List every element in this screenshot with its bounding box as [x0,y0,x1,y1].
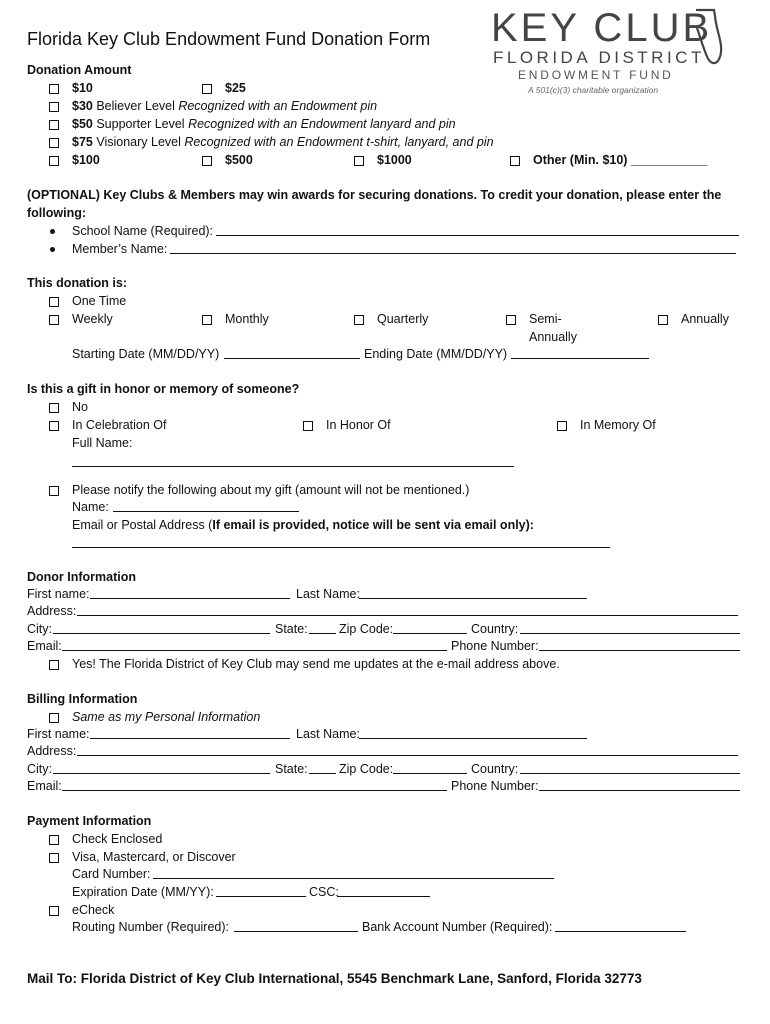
semi-annually-checkbox[interactable] [506,315,516,325]
gift-no-checkbox[interactable] [49,403,59,413]
donor-country-label: Country: [471,622,519,636]
donor-address-label: Address: [27,604,77,618]
donor-email-label: Email: [27,639,62,653]
donor-phone-field[interactable] [539,650,740,651]
echeck-checkbox[interactable] [49,906,59,916]
ending-date-field[interactable] [511,358,649,359]
ending-date-label: Ending Date (MM/DD/YY) [364,347,508,361]
school-name-label: School Name (Required): [72,224,214,238]
notify-label: Please notify the following about my gift (amount will not be mentioned.) [72,483,470,497]
billing-state-field[interactable] [309,773,336,774]
csc-label: CSC: [309,885,339,899]
celebration-label: In Celebration Of [72,418,167,432]
amount-500-label: $500 [225,153,253,167]
billing-last-name-label: Last Name: [296,727,360,741]
member-name-label: Member’s Name: [72,242,168,256]
same-as-personal-label: Same as my Personal Information [72,710,261,724]
memory-label: In Memory Of [580,418,656,432]
honoree-full-name-field[interactable] [72,466,514,467]
amount-30-row [72,98,377,114]
amount-50-checkbox[interactable] [49,120,59,130]
celebration-checkbox[interactable] [49,421,59,431]
card-number-field[interactable] [153,878,554,879]
billing-first-name-label: First name: [27,727,90,741]
starting-date-field[interactable] [224,358,360,359]
notify-name-label: Name: [72,500,109,514]
amount-10-label: $10 [72,81,93,95]
amount-75-checkbox[interactable] [49,138,59,148]
billing-heading: Billing Information [27,692,138,706]
billing-address-field[interactable] [77,755,738,756]
donor-city-label: City: [27,622,52,636]
notify-address-field[interactable] [72,547,610,548]
account-number-label: Bank Account Number (Required): [362,920,553,934]
billing-email-label: Email: [27,779,62,793]
same-as-personal-checkbox[interactable] [49,713,59,723]
monthly-label: Monthly [225,312,269,326]
notify-name-field[interactable] [113,511,299,512]
billing-email-field[interactable] [62,790,447,791]
semi-annually-label-line1: Semi- [529,312,562,326]
gift-no-label: No [72,400,88,414]
frequency-heading: This donation is: [27,276,127,290]
amount-50-value: $50 [72,117,93,131]
amount-30-value: $30 [72,99,93,113]
amount-30-checkbox[interactable] [49,102,59,112]
amount-30-level: Believer Level [92,99,179,113]
honor-checkbox[interactable] [303,421,313,431]
optional-credit-text-line2: following: [27,206,87,220]
account-number-field[interactable] [555,931,686,932]
amount-75-level: Visionary Level [92,135,185,149]
donor-last-name-field[interactable] [359,598,587,599]
honoree-full-name-label: Full Name: [72,436,133,450]
check-enclosed-checkbox[interactable] [49,835,59,845]
one-time-checkbox[interactable] [49,297,59,307]
notify-address-note: If email is provided, notice will be sent via email only): [212,518,534,532]
logo-tagline: A 501(c)(3) charitable organization [528,85,659,95]
amount-1000-checkbox[interactable] [354,156,364,166]
weekly-label: Weekly [72,312,113,326]
bullet-icon [50,247,55,252]
billing-city-label: City: [27,762,52,776]
florida-state-outline-icon [694,6,724,68]
csc-field[interactable] [337,896,430,897]
donor-zip-label: Zip Code: [339,622,394,636]
amount-100-checkbox[interactable] [49,156,59,166]
annually-checkbox[interactable] [658,315,668,325]
routing-number-label: Routing Number (Required): [72,920,230,934]
form-title: Florida Key Club Endowment Fund Donation Form [27,29,431,49]
donor-phone-label: Phone Number: [451,639,539,653]
memory-checkbox[interactable] [557,421,567,431]
annually-label: Annually [681,312,729,326]
honor-label: In Honor Of [326,418,391,432]
logo-key-club-text: KEY CLUB [491,6,713,50]
one-time-label: One Time [72,294,127,308]
donor-first-name-field[interactable] [90,598,290,599]
billing-zip-label: Zip Code: [339,762,394,776]
amount-25-checkbox[interactable] [202,84,212,94]
amount-1000-label: $1000 [377,153,412,167]
mail-to-address: Mail To: Florida District of Key Club International, 5545 Benchmark Lane, Sanford, Florida 32773 [27,971,642,986]
billing-address-label: Address: [27,744,77,758]
donation-amount-heading: Donation Amount [27,63,132,77]
billing-country-label: Country: [471,762,519,776]
donor-address-field[interactable] [77,615,738,616]
logo-fund-text: ENDOWMENT FUND [518,68,674,82]
expiration-label: Expiration Date (MM/YY): [72,885,214,899]
weekly-checkbox[interactable] [49,315,59,325]
monthly-checkbox[interactable] [202,315,212,325]
billing-country-field[interactable] [520,773,740,774]
donor-first-name-label: First name: [27,587,90,601]
donor-email-field[interactable] [62,650,447,651]
card-number-label: Card Number: [72,867,151,881]
notify-address-label [72,517,534,533]
starting-date-label: Starting Date (MM/DD/YY) [72,347,220,361]
donor-zip-field[interactable] [393,633,467,634]
amount-other-label: Other (Min. $10) ___________ [533,153,708,167]
amount-other-checkbox[interactable] [510,156,520,166]
amount-50-recognition: Recognized with an Endowment lanyard and pin [188,117,456,131]
echeck-label: eCheck [72,903,115,917]
payment-heading: Payment Information [27,814,152,828]
credit-card-label: Visa, Mastercard, or Discover [72,850,236,864]
donor-country-field[interactable] [520,633,740,634]
billing-phone-field[interactable] [539,790,740,791]
amount-25-label: $25 [225,81,246,95]
amount-10-checkbox[interactable] [49,84,59,94]
notify-address-label-text: Email or Postal Address ( [72,518,213,532]
donor-state-field[interactable] [309,633,336,634]
member-name-field[interactable] [170,253,736,254]
gift-heading: Is this a gift in honor or memory of someone? [27,382,300,396]
billing-first-name-field[interactable] [90,738,290,739]
donor-state-label: State: [275,622,308,636]
school-name-field[interactable] [216,235,739,236]
routing-number-field[interactable] [234,931,358,932]
logo-district-text: FLORIDA DISTRICT [493,48,705,67]
billing-phone-label: Phone Number: [451,779,539,793]
billing-state-label: State: [275,762,308,776]
expiration-field[interactable] [216,896,306,897]
updates-optin-checkbox[interactable] [49,660,59,670]
amount-75-recognition: Recognized with an Endowment t-shirt, lanyard, and pin [184,135,494,149]
donor-heading: Donor Information [27,570,137,584]
amount-75-row [72,134,494,150]
amount-75-value: $75 [72,135,93,149]
billing-city-field[interactable] [53,773,270,774]
notify-checkbox[interactable] [49,486,59,496]
updates-optin-label: Yes! The Florida District of Key Club may send me updates at the e-mail address above. [72,657,560,671]
billing-last-name-field[interactable] [359,738,587,739]
amount-100-label: $100 [72,153,100,167]
quarterly-checkbox[interactable] [354,315,364,325]
semi-annually-label-line2: Annually [529,330,577,344]
amount-30-recognition: Recognized with an Endowment pin [178,99,378,113]
amount-50-row [72,116,456,132]
credit-card-checkbox[interactable] [49,853,59,863]
donor-city-field[interactable] [53,633,270,634]
quarterly-label: Quarterly [377,312,429,326]
optional-credit-text-line1: (OPTIONAL) Key Clubs & Members may win awards for securing donations. To credit your donation, please enter the [27,188,722,202]
amount-50-level: Supporter Level [92,117,189,131]
billing-zip-field[interactable] [393,773,467,774]
check-enclosed-label: Check Enclosed [72,832,163,846]
amount-500-checkbox[interactable] [202,156,212,166]
donor-last-name-label: Last Name: [296,587,360,601]
bullet-icon [50,229,55,234]
